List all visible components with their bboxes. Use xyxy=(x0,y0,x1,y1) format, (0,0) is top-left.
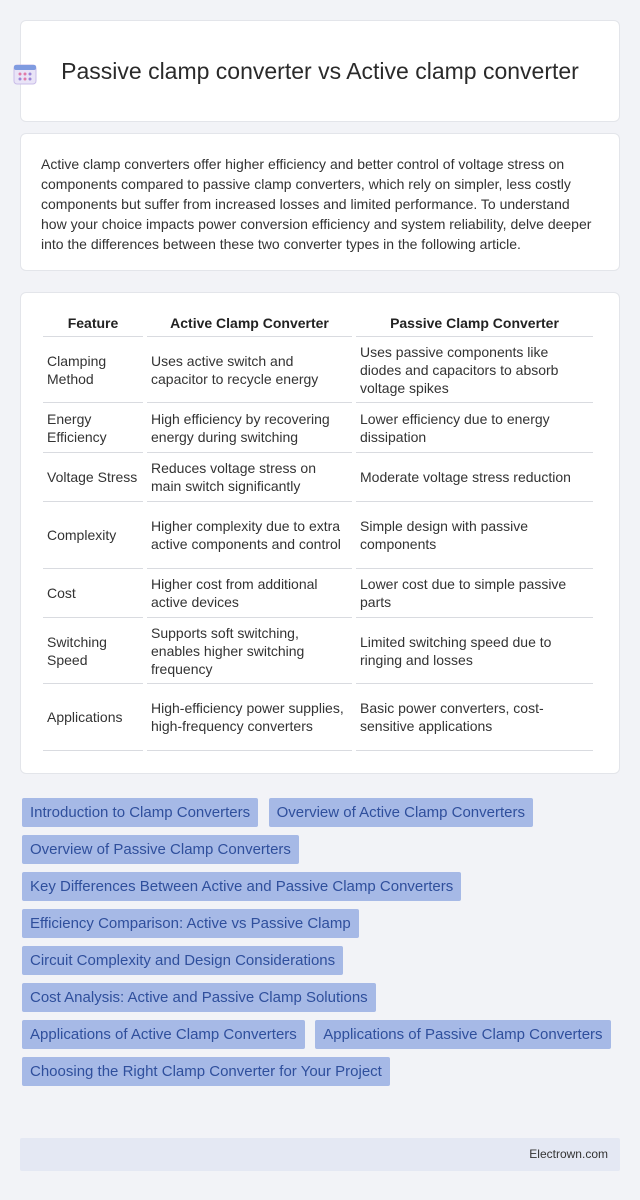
table-cell: Clamping Method xyxy=(43,337,143,403)
topic-link[interactable]: Circuit Complexity and Design Considerations xyxy=(22,946,343,975)
title-card xyxy=(20,20,620,122)
table-cell: Moderate voltage stress reduction xyxy=(356,453,593,502)
comparison-table-card xyxy=(20,292,620,774)
table-cell: Switching Speed xyxy=(43,618,143,684)
topic-link[interactable]: Key Differences Between Active and Passive Clamp Converters xyxy=(22,872,461,901)
topic-link[interactable]: Overview of Active Clamp Converters xyxy=(269,798,533,827)
table-row xyxy=(43,569,593,618)
table-cell: Limited switching speed due to ringing and losses xyxy=(356,618,593,684)
topic-link[interactable]: Introduction to Clamp Converters xyxy=(22,798,258,827)
table-header-row xyxy=(43,309,593,337)
footer-site-link[interactable]: Electrown.com xyxy=(529,1147,608,1161)
table-cell: High efficiency by recovering energy during switching xyxy=(147,403,352,453)
table-cell: Lower efficiency due to energy dissipation xyxy=(356,403,593,453)
table-row xyxy=(43,618,593,684)
intro-card xyxy=(20,133,620,271)
topic-links xyxy=(22,798,622,1094)
table-row xyxy=(43,684,593,751)
page-title: Passive clamp converter vs Active clamp converter xyxy=(61,57,579,84)
table-cell: Voltage Stress xyxy=(43,453,143,502)
header-active: Active Clamp Converter xyxy=(147,309,352,337)
header-passive: Passive Clamp Converter xyxy=(356,309,593,337)
table-cell: Higher cost from additional active devices xyxy=(147,569,352,618)
table-cell: Uses active switch and capacitor to recycle energy xyxy=(147,337,352,403)
topic-link[interactable]: Efficiency Comparison: Active vs Passive Clamp xyxy=(22,909,359,938)
table-cell: Simple design with passive components xyxy=(356,502,593,569)
table-cell: Uses passive components like diodes and capacitors to absorb voltage spikes xyxy=(356,337,593,403)
table-cell: Supports soft switching, enables higher switching frequency xyxy=(147,618,352,684)
table-cell: Cost xyxy=(43,569,143,618)
topic-link[interactable]: Applications of Active Clamp Converters xyxy=(22,1020,305,1049)
topic-link[interactable]: Cost Analysis: Active and Passive Clamp Solutions xyxy=(22,983,376,1012)
footer xyxy=(20,1138,620,1171)
table-row xyxy=(43,453,593,502)
table-cell: Reduces voltage stress on main switch significantly xyxy=(147,453,352,502)
intro-paragraph: Active clamp converters offer higher efficiency and better control of voltage stress on components compared to passive clamp converters, which rely on simpler, less costly components but suffer from increased losses and limited performance. To understand how your choice impacts power conversion efficiency and system reliability, delve deeper into the differences between these two converter types in the following article. xyxy=(41,156,592,252)
table-cell: Lower cost due to simple passive parts xyxy=(356,569,593,618)
table-row xyxy=(43,502,593,569)
table-cell: Higher complexity due to extra active components and control xyxy=(147,502,352,569)
topic-link[interactable]: Applications of Passive Clamp Converters xyxy=(315,1020,610,1049)
header-feature: Feature xyxy=(43,309,143,337)
topic-link[interactable]: Overview of Passive Clamp Converters xyxy=(22,835,299,864)
calendar-icon xyxy=(13,63,37,85)
title-wrap xyxy=(61,57,579,86)
table-cell: High-efficiency power supplies, high-frequency converters xyxy=(147,684,352,751)
topic-link[interactable]: Choosing the Right Clamp Converter for Your Project xyxy=(22,1057,390,1086)
table-cell: Complexity xyxy=(43,502,143,569)
table-cell: Applications xyxy=(43,684,143,751)
table-cell: Basic power converters, cost-sensitive applications xyxy=(356,684,593,751)
table-cell: Energy Efficiency xyxy=(43,403,143,453)
table-row xyxy=(43,337,593,403)
comparison-table xyxy=(39,309,597,751)
table-row xyxy=(43,403,593,453)
